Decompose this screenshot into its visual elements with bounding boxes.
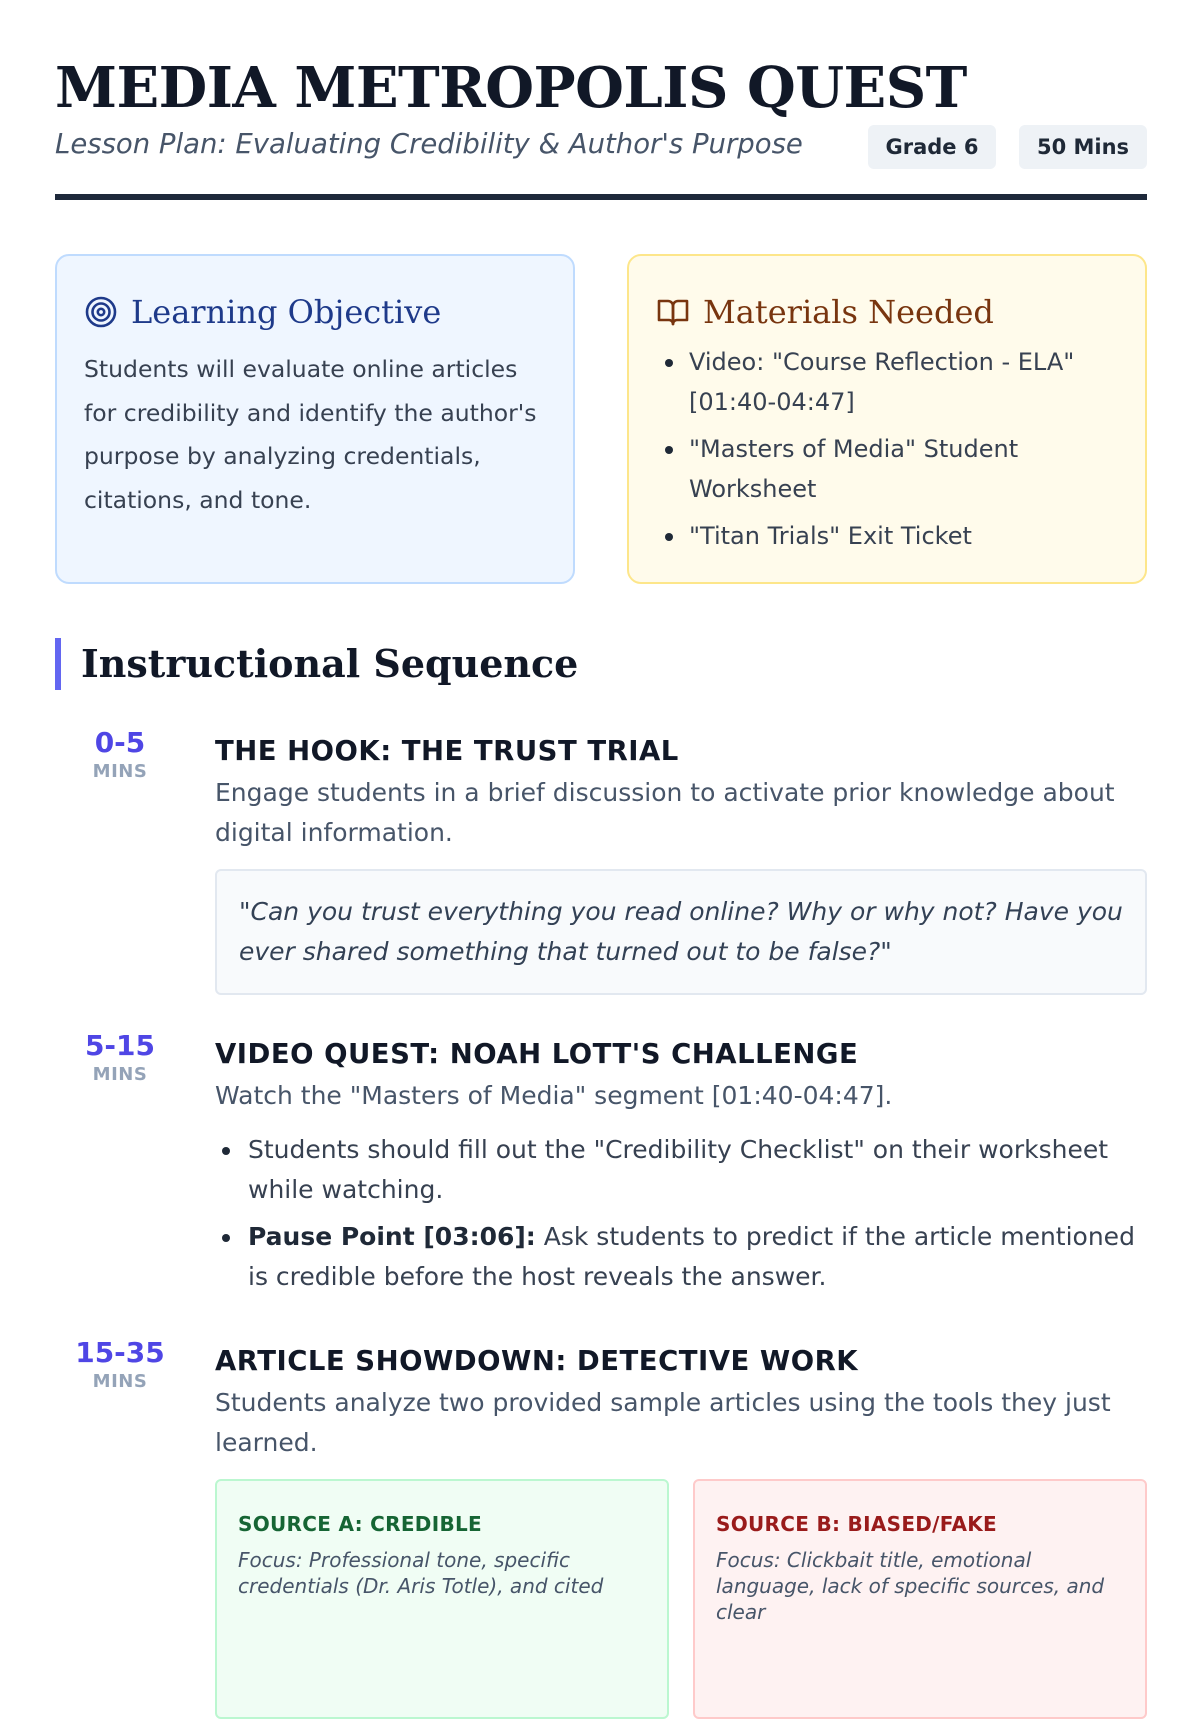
- pause-point-label: Pause Point [03:06]:: [248, 1222, 536, 1251]
- source-a-text: Focus: Professional tone, specific credentials (Dr. Aris Totle), and cited: [238, 1548, 604, 1598]
- step-content: [215, 1035, 1147, 1304]
- materials-item: "Titan Trials" Exit Ticket: [656, 516, 1126, 556]
- step-time: [55, 1029, 185, 1087]
- learning-objective-title: Learning Objective: [131, 293, 442, 331]
- learning-objective-text: Students will evaluate online articles for credibility and identify the author's purpose by analyzing credentials, citations, and tone.: [84, 355, 537, 514]
- bullet-text: Students should fill out the "Credibility Checklist" on their worksheet while watching.: [248, 1135, 1109, 1204]
- learning-objective-card: [55, 254, 575, 584]
- step-title: VIDEO QUEST: NOAH LOTT'S CHALLENGE: [215, 1038, 859, 1070]
- step-title: ARTICLE SHOWDOWN: DETECTIVE WORK: [215, 1345, 859, 1377]
- step-time-range: 5-15: [84, 1029, 156, 1062]
- materials-item: "Masters of Media" Student Worksheet: [656, 429, 1126, 509]
- step-time: [55, 1336, 185, 1394]
- duration-badge: 50 Mins: [1019, 125, 1147, 169]
- materials-header: [656, 288, 994, 336]
- step-description: Engage students in a brief discussion to activate prior knowledge about digital information.: [215, 778, 1115, 847]
- step-description: Students analyze two provided sample articles using the tools they just learned.: [215, 1388, 1111, 1457]
- step-content: [215, 732, 1147, 995]
- materials-item: Video: "Course Reflection - ELA" [01:40-04:47]: [656, 342, 1126, 422]
- section-title: Instructional Sequence: [81, 641, 579, 686]
- step-content: [215, 1342, 1147, 1719]
- step-title: THE HOOK: THE TRUST TRIAL: [215, 735, 679, 767]
- grade-badge: Grade 6: [868, 125, 996, 169]
- page-subtitle: Lesson Plan: Evaluating Credibility & Author's Purpose: [55, 128, 803, 160]
- discussion-quote: "Can you trust everything you read online? Why or why not? Have you ever shared something that turned out to be false?": [215, 869, 1147, 995]
- book-open-icon: [656, 295, 690, 329]
- step-time-range: 0-5: [94, 726, 146, 759]
- materials-list: [656, 342, 1126, 563]
- source-b-card: [693, 1479, 1147, 1719]
- page-title: MEDIA METROPOLIS QUEST: [55, 55, 967, 121]
- lesson-plan-page: [55, 0, 1147, 1624]
- step-time-unit: MINS: [92, 761, 148, 782]
- step-time: [55, 726, 185, 784]
- step-bullet: [215, 1217, 1147, 1297]
- step-time-unit: MINS: [92, 1371, 148, 1392]
- materials-title: Materials Needed: [703, 293, 994, 331]
- materials-card: [627, 254, 1147, 584]
- source-b-title: SOURCE B: BIASED/FAKE: [716, 1512, 997, 1536]
- learning-objective-header: [84, 288, 441, 336]
- source-a-card: [215, 1479, 669, 1719]
- source-b-text: Focus: Clickbait title, emotional language, lack of specific sources, and clear: [716, 1548, 1105, 1624]
- target-icon: [84, 295, 118, 329]
- header-divider: [55, 194, 1147, 200]
- step-time-range: 15-35: [75, 1336, 165, 1369]
- step-bullet: [215, 1130, 1147, 1210]
- source-a-title: SOURCE A: CREDIBLE: [238, 1512, 482, 1536]
- step-description: Watch the "Masters of Media" segment [01:40-04:47].: [215, 1081, 893, 1110]
- step-bullets: [215, 1130, 1147, 1297]
- step-time-unit: MINS: [92, 1064, 148, 1085]
- source-cards: [215, 1479, 1147, 1719]
- bullet-text: Ask students to predict if the article mentioned is credible before the host reveals the answer.: [248, 1222, 1135, 1291]
- section-accent-bar: [55, 638, 61, 690]
